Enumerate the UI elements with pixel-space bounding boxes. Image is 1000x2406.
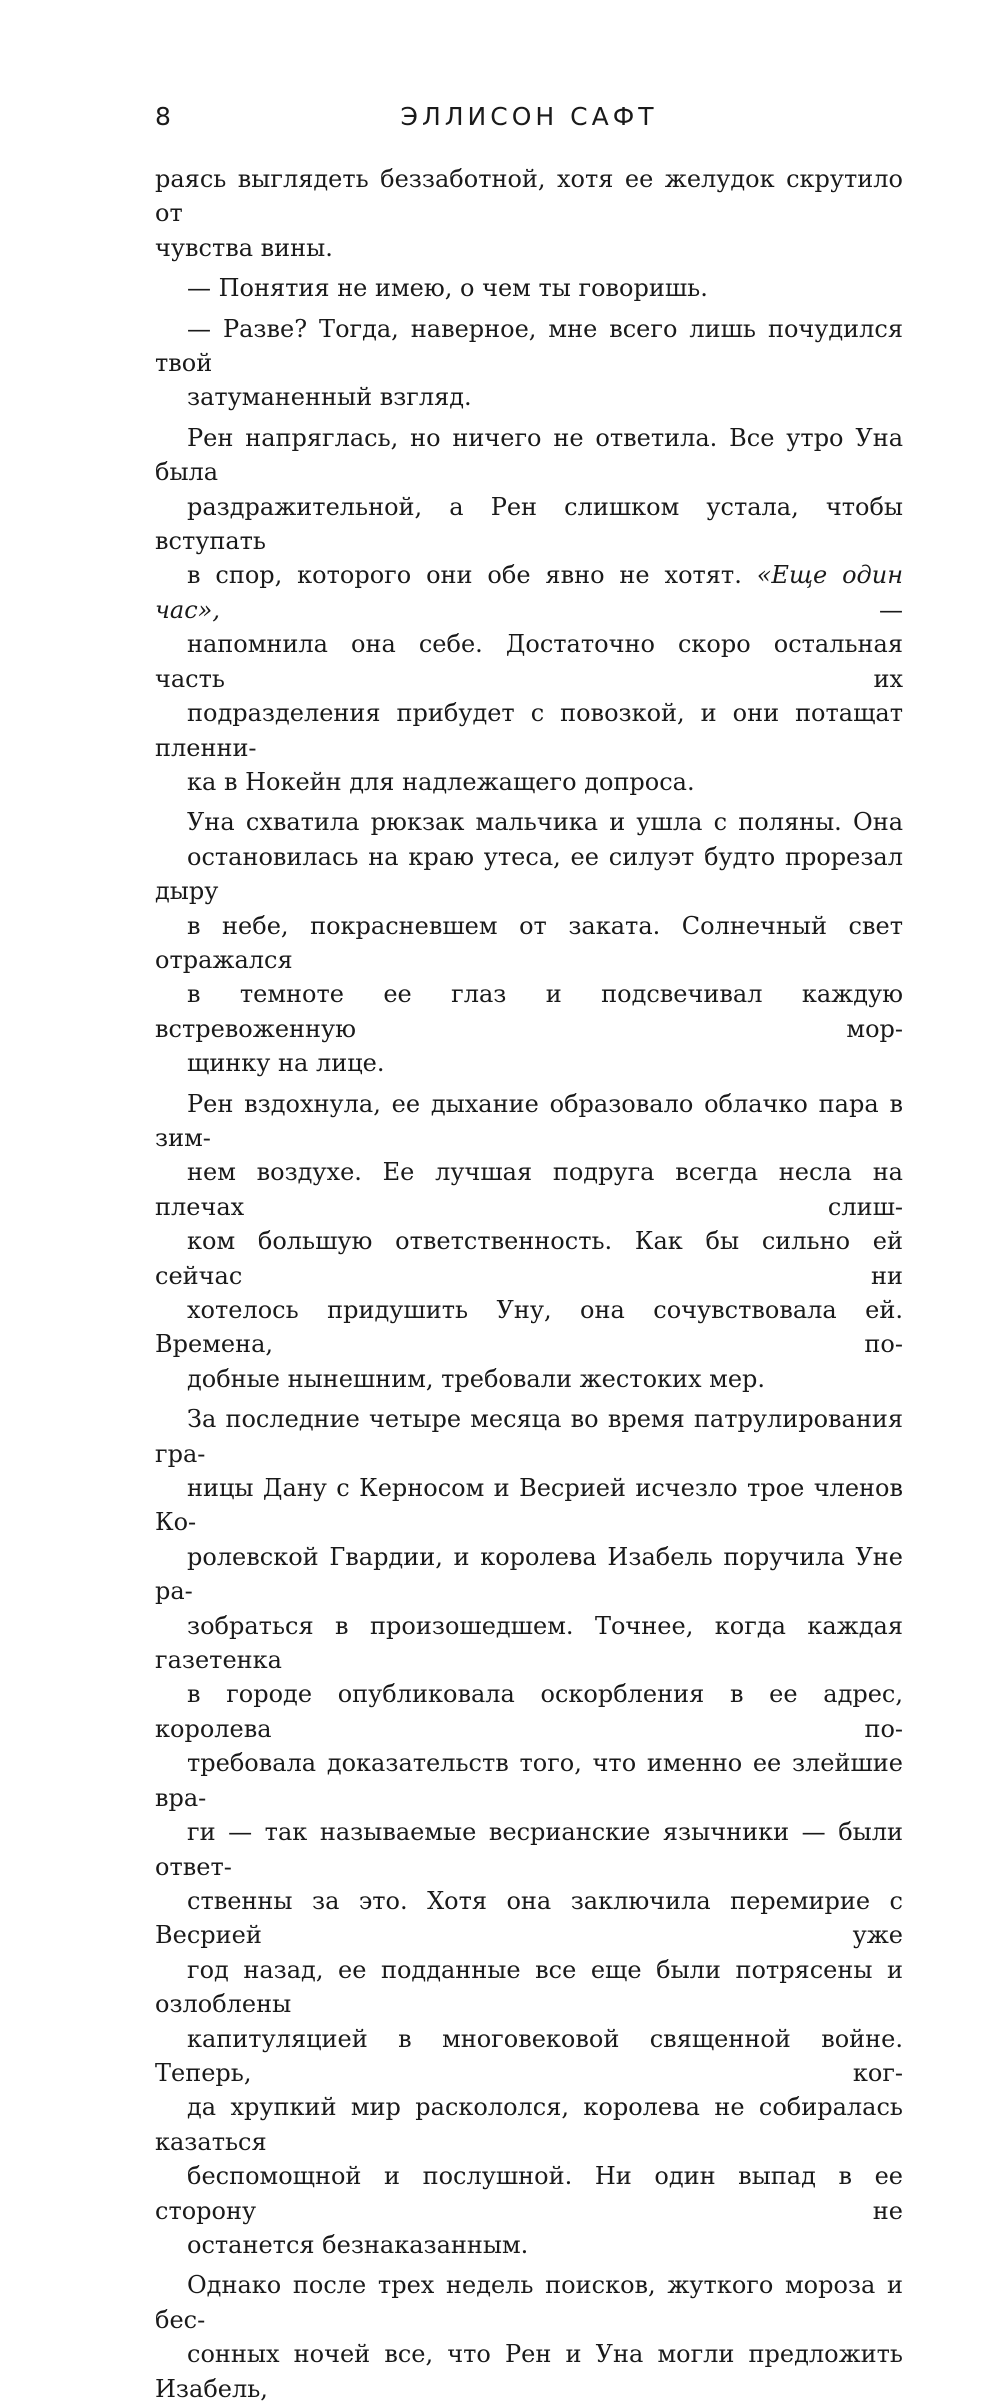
paragraph bbox=[155, 805, 903, 1080]
text-line: напомнила она себе. Достаточно скоро остальная часть их bbox=[155, 630, 903, 693]
text-line: Рен вздохнула, ее дыхание образовало облачко пара в зим- bbox=[155, 1089, 903, 1152]
page-number: 8 bbox=[155, 102, 174, 131]
text-line: раздражительной, а Рен слишком устала, чтобы вступать bbox=[155, 492, 903, 556]
text-line: Однако после трех недель поисков, жуткого мороза и бес- bbox=[155, 2271, 903, 2334]
text-line: чувства вины. bbox=[155, 233, 333, 262]
running-head-author: ЭЛЛИСОН САФТ bbox=[400, 102, 658, 131]
text-line: останется безнаказанным. bbox=[187, 2230, 529, 2259]
text-segment: в спор, которого они обе явно не хотят. bbox=[187, 561, 742, 590]
text-line: в темноте ее глаз и подсвечивал каждую встревоженную мор- bbox=[155, 980, 903, 1043]
text-line: За последние четыре месяца во время патрулирования гра- bbox=[155, 1405, 903, 1468]
text-line: остановилась на краю утеса, ее силуэт будто прорезал дыру bbox=[155, 842, 903, 906]
text-line: требовала доказательств того, что именно ее злейшие вра- bbox=[155, 1749, 903, 1812]
paragraph bbox=[155, 162, 903, 265]
paragraph bbox=[155, 2268, 903, 2406]
text-line: в городе опубликовала оскорбления в ее адрес, королева по- bbox=[155, 1680, 903, 1743]
paragraph bbox=[155, 1402, 903, 2262]
text-line bbox=[155, 558, 903, 627]
text-line: год назад, ее подданные все еще были потрясены и озлоблены bbox=[155, 1955, 903, 2019]
text-line: затуманенный взгляд. bbox=[187, 383, 472, 412]
body-text bbox=[155, 162, 903, 2406]
text-line: ги — так называемые весрианские язычники — были ответ- bbox=[155, 1818, 903, 1881]
text-line: подразделения прибудет с повозкой, и они потащат пленни- bbox=[155, 699, 903, 762]
text-line: Рен напряглась, но ничего не ответила. Все утро Уна была bbox=[155, 423, 903, 487]
text-segment: — bbox=[879, 595, 903, 624]
paragraph bbox=[155, 421, 903, 799]
text-line: хотелось придушить Уну, она сочувствовала ей. Времена, по- bbox=[155, 1296, 903, 1359]
paragraph bbox=[155, 1087, 903, 1397]
paragraph bbox=[155, 271, 903, 305]
text-line: Уна схватила рюкзак мальчика и ушла с поляны. Она bbox=[187, 808, 903, 837]
text-line: раясь выглядеть беззаботной, хотя ее желудок скрутило от bbox=[155, 165, 903, 228]
text-line: в небе, покрасневшем от заката. Солнечный свет отражался bbox=[155, 911, 903, 974]
text-line: ка в Нокейн для надлежащего допроса. bbox=[187, 767, 695, 796]
text-line: щинку на лице. bbox=[187, 1049, 385, 1078]
italic-quote: «Еще один час», bbox=[155, 561, 904, 624]
text-line: ственны за это. Хотя она заключила перемирие с Весрией уже bbox=[155, 1886, 903, 1950]
text-line: да хрупкий мир раскололся, королева не собиралась казаться bbox=[155, 2093, 903, 2156]
text-line: ком большую ответственность. Как бы сильно ей сейчас ни bbox=[155, 1227, 903, 1290]
text-line: — Разве? Тогда, наверное, мне всего лишь почудился твой bbox=[155, 314, 903, 378]
page-header bbox=[155, 102, 903, 142]
paragraph bbox=[155, 312, 903, 415]
text-line: добные нынешним, требовали жестоких мер. bbox=[187, 1364, 766, 1393]
text-line: ролевской Гвардии, и королева Изабель поручила Уне ра- bbox=[155, 1542, 903, 1606]
text-line: ницы Дану с Керносом и Весрией исчезло трое членов Ко- bbox=[155, 1474, 903, 1537]
text-line: беспомощной и послушной. Ни один выпад в ее сторону не bbox=[155, 2162, 903, 2225]
text-line: капитуляцией в многовековой священной войне. Теперь, ког- bbox=[155, 2024, 903, 2087]
text-line: нем воздухе. Ее лучшая подруга всегда несла на плечах слиш- bbox=[155, 1158, 903, 1221]
text-line: сонных ночей все, что Рен и Уна могли предложить Изабель, bbox=[155, 2340, 903, 2403]
text-line: зобраться в произошедшем. Точнее, когда каждая газетенка bbox=[155, 1611, 903, 1675]
text-line: — Понятия не имею, о чем ты говоришь. bbox=[187, 274, 708, 303]
